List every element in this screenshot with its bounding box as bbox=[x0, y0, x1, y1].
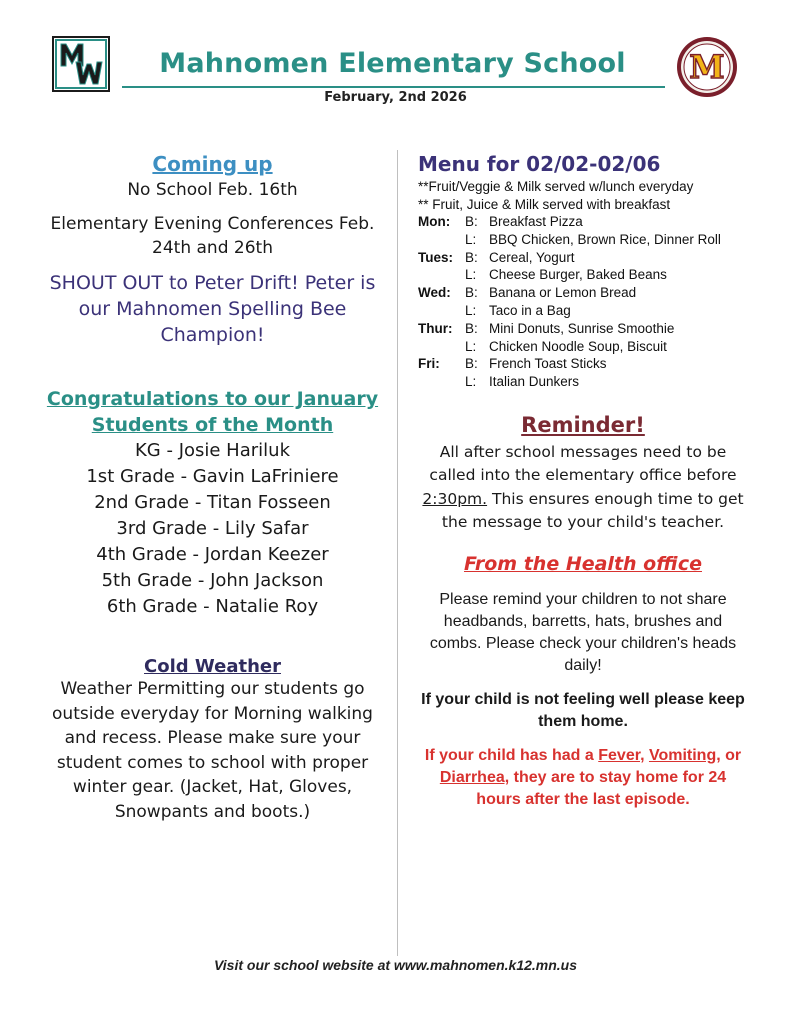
menu-meal: L: bbox=[465, 231, 477, 247]
cold-weather-text: Weather Permitting our students go outside everyday for Morning walking and recess. Please make sure your student comes to school with proper winter gear. (Jacket, Hat, Gloves, Snowpants and boots.) bbox=[52, 679, 373, 822]
menu-row bbox=[418, 266, 748, 284]
menu-row bbox=[418, 338, 748, 356]
coming-up-item: No School Feb. 16th bbox=[127, 180, 298, 200]
reminder-heading: Reminder! bbox=[521, 412, 645, 437]
menu-meal: B: bbox=[465, 320, 478, 336]
student-of-month-item: 2nd Grade - Titan Fosseen bbox=[94, 492, 331, 513]
health-red-prefix: If your child has had a bbox=[424, 746, 599, 764]
student-of-month-item: 5th Grade - John Jackson bbox=[101, 570, 324, 591]
coming-up-item: Elementary Evening Conferences Feb. 24th and 26th bbox=[50, 214, 375, 258]
menu-items: Taco in a Bag bbox=[489, 302, 571, 318]
column-divider bbox=[397, 150, 398, 956]
coming-up-heading: Coming up bbox=[152, 152, 273, 176]
menu-row bbox=[418, 213, 748, 231]
student-of-month-item: 1st Grade - Gavin LaFriniere bbox=[86, 466, 339, 487]
menu-meal: B: bbox=[465, 356, 478, 372]
menu-items: Cereal, Yogurt bbox=[489, 249, 575, 265]
menu-row bbox=[418, 284, 748, 302]
symptom-diarrhea: Diarrhea, bbox=[439, 768, 510, 786]
menu-meal: L: bbox=[465, 374, 477, 390]
menu-note: ** Fruit, Juice & Milk served with breakfast bbox=[418, 196, 671, 212]
mw-monogram-logo-icon bbox=[52, 36, 110, 92]
reminder-deadline: 2:30pm. bbox=[422, 489, 488, 508]
student-of-month-item: 4th Grade - Jordan Keezer bbox=[96, 544, 329, 565]
health-reminder-text: Please remind your children to not share headbands, barretts, hats, brushes and combs. Please check your children's heads daily! bbox=[429, 590, 737, 674]
menu-meal: B: bbox=[465, 249, 478, 265]
health-office-heading: From the Health office bbox=[463, 552, 702, 575]
health-sick-text: If your child is not feeling well please keep them home. bbox=[421, 690, 745, 730]
student-of-month-item: 3rd Grade - Lily Safar bbox=[116, 518, 309, 539]
menu-meal: B: bbox=[465, 285, 478, 301]
menu-day: Tues: bbox=[418, 249, 454, 265]
menu-items: Mini Donuts, Sunrise Smoothie bbox=[489, 320, 675, 336]
menu-items: Italian Dunkers bbox=[489, 374, 580, 390]
health-symptoms-text bbox=[418, 745, 748, 811]
left-column bbox=[40, 152, 385, 824]
menu-meal: L: bbox=[465, 267, 477, 283]
menu-day bbox=[418, 231, 465, 249]
menu-items: Breakfast Pizza bbox=[489, 214, 583, 229]
menu-items: Chicken Noodle Soup, Biscuit bbox=[489, 338, 667, 354]
student-of-month-item: 6th Grade - Natalie Roy bbox=[106, 596, 319, 617]
cold-weather-heading: Cold Weather bbox=[144, 656, 281, 677]
menu-items: Banana or Lemon Bread bbox=[489, 285, 637, 301]
student-of-month-item: KG - Josie Hariluk bbox=[135, 440, 290, 461]
menu-row bbox=[418, 302, 748, 320]
reminder-text-start: All after school messages need to be called into the elementary office before bbox=[429, 442, 737, 485]
reminder-text bbox=[418, 441, 748, 535]
menu-meal: B: bbox=[465, 214, 478, 229]
symptom-vomiting: Vomiting, bbox=[648, 746, 721, 764]
menu-day: Mon: bbox=[418, 214, 451, 229]
logo-letter: M bbox=[689, 48, 725, 86]
menu-items: French Toast Sticks bbox=[489, 356, 607, 372]
right-column bbox=[418, 152, 748, 811]
m-circle-logo-icon bbox=[676, 36, 738, 98]
menu-row bbox=[418, 320, 748, 338]
menu-day: Wed: bbox=[418, 285, 451, 301]
symptom-fever: Fever, bbox=[598, 746, 645, 764]
menu-day: Thur: bbox=[418, 320, 453, 336]
menu-row bbox=[418, 373, 748, 391]
health-red-suffix: they are to stay home for 24 hours after the last episode. bbox=[476, 768, 727, 808]
menu-note: **Fruit/Veggie & Milk served w/lunch everyday bbox=[418, 179, 694, 194]
students-of-month-heading: Congratulations to our January Students of the Month bbox=[46, 388, 379, 436]
health-or-text: or bbox=[720, 746, 742, 764]
website-footer: Visit our school website at www.mahnomen.k12.mn.us bbox=[213, 957, 578, 973]
school-title: Mahnomen Elementary School bbox=[159, 48, 626, 79]
menu-row bbox=[418, 231, 748, 249]
menu-items: Cheese Burger, Baked Beans bbox=[489, 267, 667, 283]
menu-day bbox=[418, 373, 465, 391]
newsletter-date: February, 2nd 2026 bbox=[324, 90, 467, 105]
menu-day bbox=[418, 338, 465, 356]
shout-out-text: SHOUT OUT to Peter Drift! Peter is our Mahnomen Spelling Bee Champion! bbox=[49, 272, 376, 346]
reminder-text-end: This ensures enough time to get the message to your child's teacher. bbox=[441, 489, 744, 532]
menu-day bbox=[418, 302, 465, 320]
menu-meal: L: bbox=[465, 338, 477, 354]
menu-heading: Menu for 02/02-02/06 bbox=[418, 152, 661, 176]
menu-day bbox=[418, 266, 465, 284]
menu-row bbox=[418, 355, 748, 373]
title-rule bbox=[122, 86, 665, 88]
menu-meal: L: bbox=[465, 302, 477, 318]
menu-day: Fri: bbox=[418, 356, 440, 372]
menu-items: BBQ Chicken, Brown Rice, Dinner Roll bbox=[489, 231, 721, 247]
menu-row bbox=[418, 249, 748, 267]
